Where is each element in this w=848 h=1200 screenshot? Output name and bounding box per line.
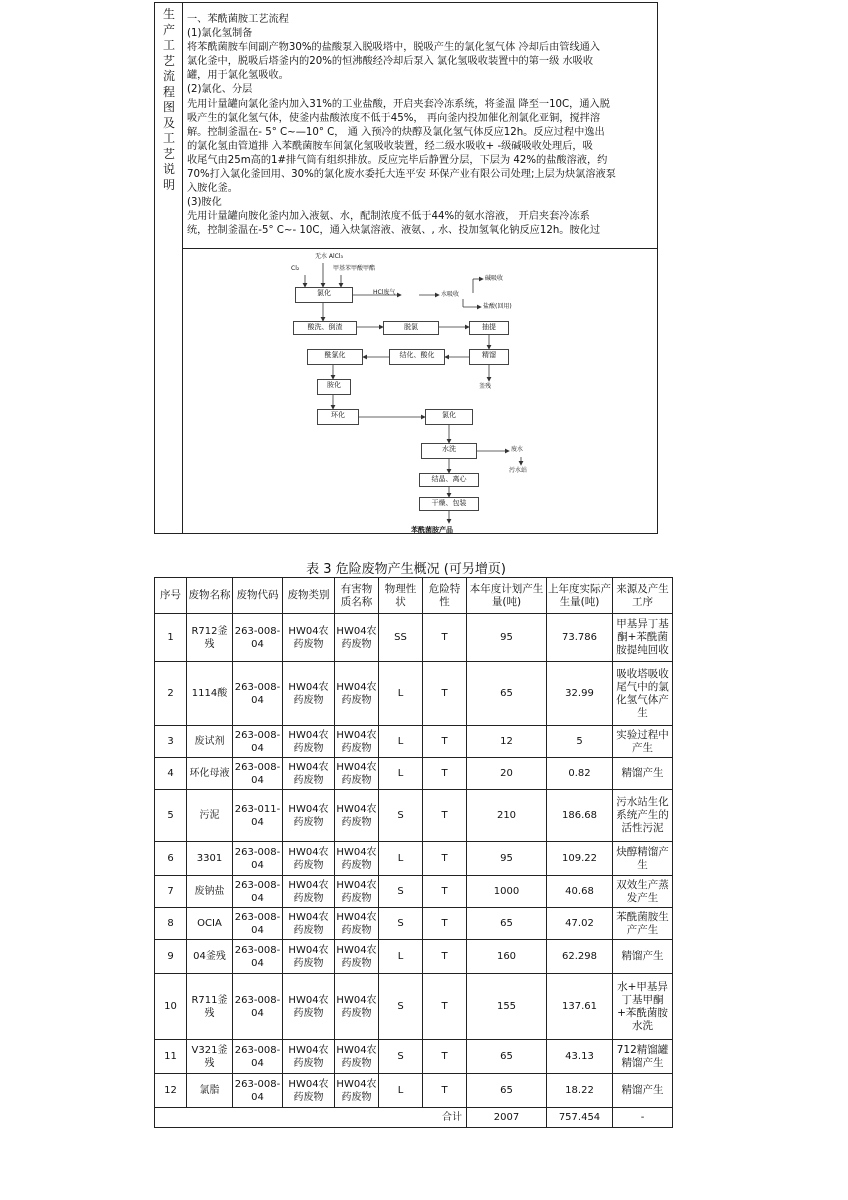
cell-hazard-property: T: [423, 1040, 467, 1074]
cell-index: 4: [155, 758, 187, 790]
cell-source: 实验过程中产生: [613, 726, 673, 758]
table-row: [155, 726, 673, 758]
cell-actual-amount: 43.13: [547, 1040, 613, 1074]
cell-waste-category: HW04农药废物: [283, 614, 335, 662]
cell-index: 6: [155, 842, 187, 876]
table-row: [155, 876, 673, 908]
cell-waste-code: 263-008-04: [233, 908, 283, 940]
cell-source: 精馏产生: [613, 940, 673, 974]
process-line: (2)氯化、分层: [187, 84, 253, 96]
cell-index: 7: [155, 876, 187, 908]
process-side-column: [155, 3, 183, 533]
cell-hazard-property: T: [423, 790, 467, 842]
process-flowchart: [183, 249, 658, 534]
cell-source: 712精馏罐精馏产生: [613, 1040, 673, 1074]
cell-waste-category: HW04农药废物: [283, 726, 335, 758]
cell-hazard-property: T: [423, 614, 467, 662]
cell-hazard-property: T: [423, 726, 467, 758]
process-line: 罐，用于氯化氢吸收。: [187, 70, 289, 82]
col-header: 来源及产生工序: [613, 578, 673, 614]
hazardous-waste-table: [154, 577, 673, 1128]
cell-actual-amount: 109.22: [547, 842, 613, 876]
cell-hazard-property: T: [423, 876, 467, 908]
cell-waste-name: 1114酸: [187, 662, 233, 726]
cell-waste-category: HW04农药废物: [283, 842, 335, 876]
cell-plan-amount: 65: [467, 1040, 547, 1074]
cell-waste-code: 263-008-04: [233, 876, 283, 908]
cell-waste-name: 废钠盐: [187, 876, 233, 908]
cell-actual-amount: 62.298: [547, 940, 613, 974]
cell-hazard-substance: HW04农药废物: [335, 662, 379, 726]
cell-index: 9: [155, 940, 187, 974]
cell-waste-code: 263-008-04: [233, 758, 283, 790]
flow-input-alcl3: 无水 AlCl₃: [315, 253, 343, 260]
cell-waste-code: 263-008-04: [233, 940, 283, 974]
cell-waste-name: R712釜残: [187, 614, 233, 662]
process-line: 统，控制釜温在-5° C~- 10C，通入炔氯溶液、液氨、, 水、投加氢氧化钠反应12h。胺化过: [187, 225, 601, 237]
cell-waste-category: HW04农药废物: [283, 662, 335, 726]
flow-label-sewage-station: 污水站: [509, 467, 528, 474]
cell-index: 1: [155, 614, 187, 662]
col-header: 废物名称: [187, 578, 233, 614]
cell-waste-code: 263-008-04: [233, 614, 283, 662]
process-line: 吸产生的氯化氢气体，使釜内盐酸浓度不低于45%， 再向釜内投加催化剂氯化亚铜，搅拌溶: [187, 112, 601, 124]
cell-waste-category: HW04农药废物: [283, 1074, 335, 1108]
flow-step-cyclization: 环化: [317, 409, 359, 425]
flow-label-hcl-gas: HCl废气: [373, 289, 396, 296]
cell-physical-state: S: [379, 790, 423, 842]
flow-label-hcl-recycle: 盐酸(回用): [483, 303, 512, 310]
process-line: 先用计量罐向氯化釜内加入31%的工业盐酸，开启夹套冷冻系统，将釜温 降至一10C，通入脱: [187, 98, 610, 110]
process-section: [154, 2, 658, 534]
cell-physical-state: S: [379, 876, 423, 908]
cell-actual-amount: 32.99: [547, 662, 613, 726]
cell-waste-name: 04釜残: [187, 940, 233, 974]
table-row: [155, 908, 673, 940]
cell-plan-amount: 210: [467, 790, 547, 842]
total-actual-amount: 757.454: [547, 1108, 613, 1128]
cell-hazard-property: T: [423, 974, 467, 1040]
cell-waste-code: 263-008-04: [233, 1074, 283, 1108]
cell-source: 吸收塔吸收尾气中的氯化氢气体产生: [613, 662, 673, 726]
col-header: 废物类别: [283, 578, 335, 614]
flow-step-chlorination: 氯化: [295, 287, 353, 303]
cell-waste-name: 污泥: [187, 790, 233, 842]
cell-plan-amount: 20: [467, 758, 547, 790]
cell-plan-amount: 65: [467, 662, 547, 726]
cell-hazard-property: T: [423, 940, 467, 974]
table-row: [155, 614, 673, 662]
flow-label-water-absorb: 水吸收: [441, 291, 460, 298]
cell-index: 2: [155, 662, 187, 726]
cell-hazard-substance: HW04农药废物: [335, 974, 379, 1040]
flow-product: 苯酰菌胺产品: [411, 526, 453, 534]
cell-actual-amount: 0.82: [547, 758, 613, 790]
cell-index: 8: [155, 908, 187, 940]
cell-plan-amount: 12: [467, 726, 547, 758]
cell-waste-category: HW04农药废物: [283, 974, 335, 1040]
cell-hazard-substance: HW04农药废物: [335, 758, 379, 790]
cell-index: 3: [155, 726, 187, 758]
cell-hazard-substance: HW04农药废物: [335, 842, 379, 876]
cell-hazard-substance: HW04农药废物: [335, 1074, 379, 1108]
cell-waste-category: HW04农药废物: [283, 790, 335, 842]
cell-waste-code: 263-008-04: [233, 726, 283, 758]
cell-plan-amount: 160: [467, 940, 547, 974]
process-line: 的氯化氢由管道排 入苯酰菌胺车间氯化氢吸收装置，经二级水吸收+ -级碱吸收处理后，吸: [187, 140, 593, 152]
flow-step-acylchlor: 酰氯化: [307, 349, 363, 365]
total-label: 合计: [155, 1108, 467, 1128]
cell-waste-name: 3301: [187, 842, 233, 876]
flow-input-cl2: Cl₂: [291, 265, 300, 272]
cell-source: 精馏产生: [613, 1074, 673, 1108]
table-row: [155, 662, 673, 726]
process-line: (3)胺化: [187, 197, 222, 209]
flow-step-dry-pack: 干燥、包装: [419, 497, 479, 511]
process-line: 先用计量罐向胺化釜内加入液氨、水，配制浓度不低于44%的氨水溶液， 开启夹套冷冻系: [187, 211, 590, 223]
cell-actual-amount: 73.786: [547, 614, 613, 662]
table-row: [155, 790, 673, 842]
cell-waste-category: HW04农药废物: [283, 1040, 335, 1074]
total-plan-amount: 2007: [467, 1108, 547, 1128]
process-line: 氯化釜中，脱吸后塔釜内的20%的恒沸酸经冷却后泵入 氯化氢吸收装置中的第一级 水吸收: [187, 56, 594, 68]
cell-physical-state: S: [379, 908, 423, 940]
col-header: 废物代码: [233, 578, 283, 614]
process-side-label: 生产工艺流程图及工艺说明: [162, 7, 175, 192]
process-line: 收尾气由25m高的1#排气筒有组织排放。反应完毕后静置分层，下层为 42%的盐酸溶液，约: [187, 154, 608, 166]
flow-step-amination: 胺化: [317, 379, 351, 395]
cell-source: 水+甲基异丁基甲酮+苯酰菌胺水洗: [613, 974, 673, 1040]
cell-physical-state: S: [379, 1040, 423, 1074]
process-description: [187, 13, 653, 239]
cell-physical-state: SS: [379, 614, 423, 662]
cell-waste-category: HW04农药废物: [283, 908, 335, 940]
table-row: [155, 1074, 673, 1108]
process-line: 将苯酰菌胺车间副产物30%的盐酸泵入脱吸塔中，脱吸产生的氯化氢气体 冷却后由管线通入: [187, 42, 601, 54]
flow-step-water-wash: 水洗: [421, 443, 477, 459]
flow-label-wastewater: 废水: [511, 446, 524, 453]
cell-index: 12: [155, 1074, 187, 1108]
cell-index: 5: [155, 790, 187, 842]
cell-source: 双效生产蒸发产生: [613, 876, 673, 908]
table-total-row: [155, 1108, 673, 1128]
cell-hazard-property: T: [423, 758, 467, 790]
cell-plan-amount: 155: [467, 974, 547, 1040]
cell-hazard-substance: HW04农药废物: [335, 876, 379, 908]
cell-plan-amount: 65: [467, 908, 547, 940]
flow-step-rectify: 精馏: [469, 349, 509, 365]
col-header: 序号: [155, 578, 187, 614]
table-header-row: [155, 578, 673, 614]
cell-waste-category: HW04农药废物: [283, 940, 335, 974]
table-row: [155, 940, 673, 974]
cell-hazard-substance: HW04农药废物: [335, 940, 379, 974]
table-row: [155, 758, 673, 790]
flow-input-reagent: 甲基苯甲酸甲酯: [333, 265, 376, 272]
cell-hazard-property: T: [423, 1074, 467, 1108]
cell-hazard-property: T: [423, 842, 467, 876]
cell-hazard-substance: HW04农药废物: [335, 726, 379, 758]
cell-waste-category: HW04农药废物: [283, 758, 335, 790]
total-source: -: [613, 1108, 673, 1128]
process-line: (1)氯化氢制备: [187, 28, 253, 40]
cell-physical-state: L: [379, 662, 423, 726]
cell-physical-state: S: [379, 974, 423, 1040]
cell-waste-name: 环化母液: [187, 758, 233, 790]
process-line: 解。控制釜温在- 5° C~—10° C， 通 入预冷的炔醇及氯化氢气体反应12h。反应过程中逸出: [187, 126, 605, 138]
col-header: 物理性状: [379, 578, 423, 614]
flow-step-crystal-filter: 结晶、离心: [419, 473, 479, 487]
cell-hazard-substance: HW04农药废物: [335, 790, 379, 842]
cell-waste-code: 263-011-04: [233, 790, 283, 842]
cell-index: 10: [155, 974, 187, 1040]
cell-waste-name: 氯脂: [187, 1074, 233, 1108]
cell-plan-amount: 95: [467, 842, 547, 876]
flow-step-chlorination2: 氯化: [425, 409, 473, 425]
cell-source: 苯酰菌胺生产产生: [613, 908, 673, 940]
table-row: [155, 842, 673, 876]
cell-source: 污水站生化系统产生的活性污泥: [613, 790, 673, 842]
cell-actual-amount: 47.02: [547, 908, 613, 940]
cell-actual-amount: 40.68: [547, 876, 613, 908]
cell-waste-name: R711釜残: [187, 974, 233, 1040]
cell-source: 炔醇精馏产生: [613, 842, 673, 876]
cell-physical-state: L: [379, 1074, 423, 1108]
process-line: 入胺化釜。: [187, 183, 238, 195]
process-line: 70%打入氯化釜回用、30%的氯化废水委托大连平安 环保产业有限公司处理;上层为炔氯溶液泵: [187, 169, 616, 181]
table-row: [155, 1040, 673, 1074]
col-header: 有害物质名称: [335, 578, 379, 614]
flow-label-alkali-absorb: 碱吸收: [485, 275, 504, 282]
flow-step-acid-wash: 酸洗、倒渣: [293, 321, 357, 335]
cell-waste-code: 263-008-04: [233, 974, 283, 1040]
cell-plan-amount: 1000: [467, 876, 547, 908]
cell-plan-amount: 65: [467, 1074, 547, 1108]
process-line: 一、苯酰菌胺工艺流程: [187, 14, 289, 25]
col-header: 本年度计划产生量(吨): [467, 578, 547, 614]
col-header: 上年度实际产生量(吨): [547, 578, 613, 614]
cell-hazard-substance: HW04农药废物: [335, 614, 379, 662]
cell-plan-amount: 95: [467, 614, 547, 662]
cell-actual-amount: 18.22: [547, 1074, 613, 1108]
cell-actual-amount: 137.61: [547, 974, 613, 1040]
flowchart-connectors: [183, 249, 658, 534]
cell-index: 11: [155, 1040, 187, 1074]
cell-source: 精馏产生: [613, 758, 673, 790]
col-header: 危险特性: [423, 578, 467, 614]
flow-step-crystallize: 结化、酸化: [389, 349, 445, 365]
cell-waste-name: V321釜残: [187, 1040, 233, 1074]
cell-hazard-property: T: [423, 662, 467, 726]
cell-waste-category: HW04农药废物: [283, 876, 335, 908]
cell-physical-state: L: [379, 726, 423, 758]
cell-hazard-substance: HW04农药废物: [335, 908, 379, 940]
cell-physical-state: L: [379, 758, 423, 790]
cell-source: 甲基异丁基酮+苯酰菌胺提纯回收: [613, 614, 673, 662]
cell-physical-state: L: [379, 842, 423, 876]
cell-hazard-property: T: [423, 908, 467, 940]
flow-step-extraction: 抽提: [469, 321, 509, 335]
table-title: 表 3 危险废物产生概况 (可另增页): [306, 562, 506, 577]
flow-label-residue: 釜残: [479, 383, 492, 390]
table-row: [155, 974, 673, 1040]
cell-actual-amount: 5: [547, 726, 613, 758]
cell-hazard-substance: HW04农药废物: [335, 1040, 379, 1074]
cell-waste-name: 废试剂: [187, 726, 233, 758]
cell-waste-code: 263-008-04: [233, 842, 283, 876]
cell-actual-amount: 186.68: [547, 790, 613, 842]
flow-step-desolvent: 脱氯: [383, 321, 439, 335]
cell-waste-code: 263-008-04: [233, 1040, 283, 1074]
cell-physical-state: L: [379, 940, 423, 974]
cell-waste-name: OCIA: [187, 908, 233, 940]
cell-waste-code: 263-008-04: [233, 662, 283, 726]
